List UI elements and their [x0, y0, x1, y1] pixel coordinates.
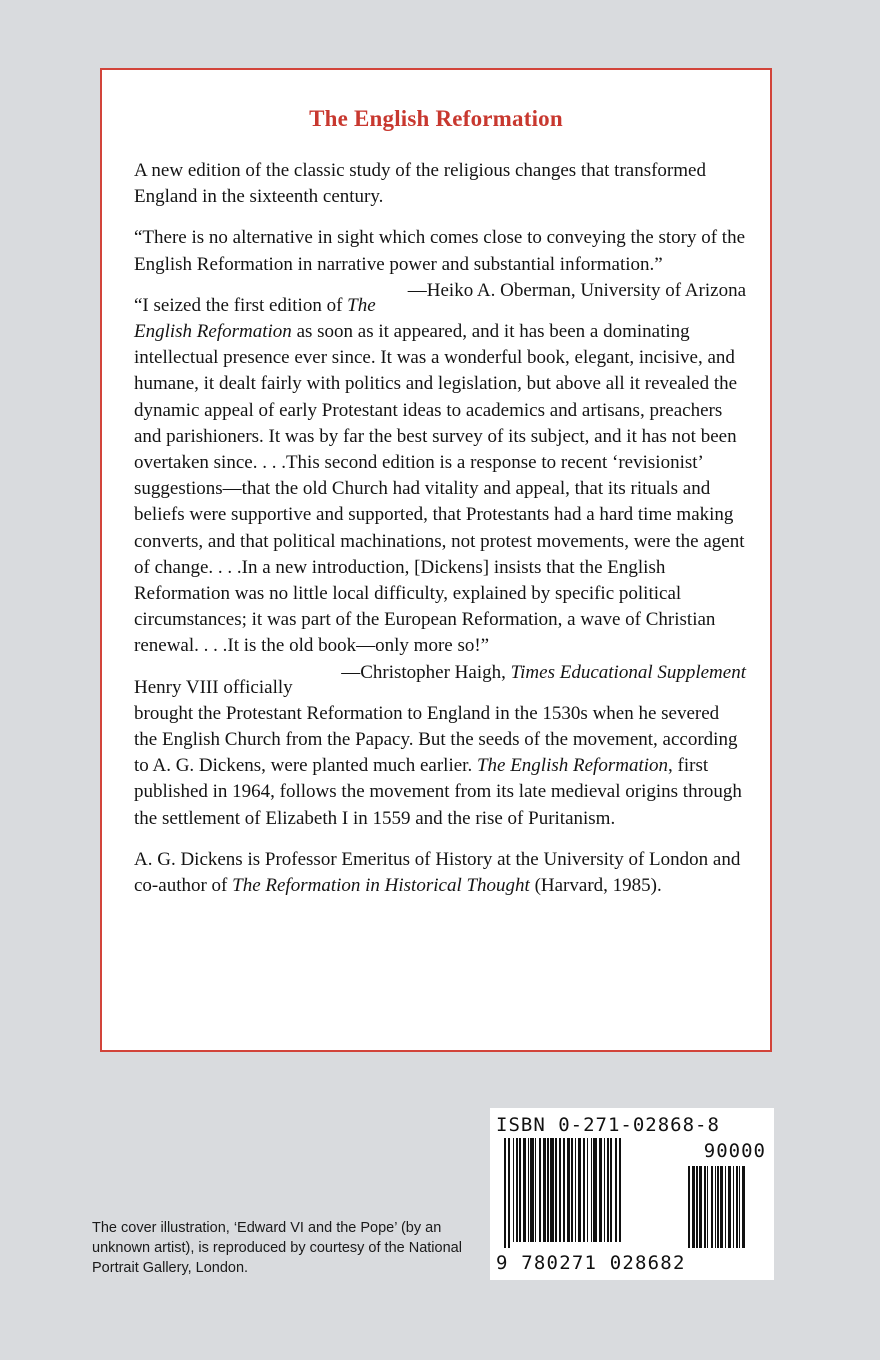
barcode-bar — [550, 1138, 554, 1242]
barcode-bar — [567, 1138, 570, 1242]
barcode-bar — [599, 1138, 602, 1242]
quote-text: “There is no alternative in sight which comes close to conveying the story of the English Reformation in narrative power and substantial information.” — [134, 227, 745, 275]
barcode-bar — [742, 1166, 745, 1248]
quote-text-b: as soon as it appeared, and it has been a dominating intellectual presence ever since. It was a wonderful book, elegant, incisive, and humane, it dealt fairly with politics and legislation, but above all it revealed the dynamic appeal of early Protestant ideas to academics and artisans, preachers and parishioners. It was by far the best survey of its subject, and it has not been overtaken since. . . .This second edition is a response to recent ‘revisionist’ suggestions—that the old Church had vitality and appeal, that its rituals and beliefs were supportive and supported, that Protestants had a hard time making converts, and that political machinations, not protest movements, were the agent of change. . . .In a new introduction, [Dickens] insists that the English Reformation was no little local difficulty, explained by specific political circumstances; it was part of the European Reformation, a wave of Christian renewal. . . .It is the old book—only more so!” — [134, 321, 745, 657]
barcode-bar — [725, 1166, 726, 1248]
quote-attribution: —Heiko A. Oberman, University of Arizona — [407, 279, 746, 301]
barcode-bar — [559, 1138, 561, 1242]
attribution-publication: Times Educational Supplement — [510, 661, 746, 683]
barcode-bar — [688, 1166, 690, 1248]
barcode-bar — [530, 1138, 534, 1242]
barcode-bar — [728, 1166, 731, 1248]
barcode-bar — [717, 1166, 719, 1248]
blurb-body — [134, 158, 746, 914]
price-code-text: 90000 — [703, 1140, 766, 1162]
barcode-bar — [543, 1138, 546, 1242]
intro-paragraph: A new edition of the classic study of the religious changes that transformed England in the sixteenth century. — [134, 160, 706, 208]
barcode-bar — [516, 1138, 518, 1242]
author-bio-paragraph — [134, 847, 746, 899]
barcode-bar — [707, 1166, 708, 1248]
barcode-bar — [610, 1138, 612, 1242]
barcode-bar — [583, 1138, 585, 1242]
book-title: The English Reformation — [309, 106, 563, 131]
bio-book-title: The Reformation in Historical Thought — [232, 875, 530, 897]
barcode-bar — [587, 1138, 588, 1242]
barcode-bar — [504, 1138, 506, 1248]
barcode-bar — [692, 1166, 695, 1248]
barcode-bars — [504, 1138, 684, 1250]
barcode-bar — [555, 1138, 557, 1242]
barcode-bar — [563, 1138, 565, 1242]
barcode-bar — [547, 1138, 549, 1242]
barcode-bar — [523, 1138, 526, 1242]
barcode-bar — [571, 1138, 573, 1242]
barcode-bar — [619, 1138, 621, 1242]
barcode-bar — [711, 1166, 713, 1248]
ean-number: 9 780271 028682 — [496, 1252, 686, 1274]
barcode-bar — [508, 1138, 510, 1248]
barcode-bar — [528, 1138, 529, 1242]
isbn-barcode — [490, 1108, 774, 1280]
barcode-bar — [535, 1138, 536, 1242]
barcode-bar — [578, 1138, 581, 1242]
barcode-bar — [513, 1138, 514, 1242]
barcode-bar — [699, 1166, 702, 1248]
barcode-bar — [604, 1138, 605, 1242]
barcode-bar — [591, 1138, 592, 1242]
back-cover-panel — [100, 68, 772, 1052]
barcode-bar — [720, 1166, 723, 1248]
quote-book-title: The English Reformation — [134, 294, 376, 343]
barcode-bar — [519, 1138, 521, 1242]
bio-text-b: (Harvard, 1985). — [529, 875, 662, 897]
barcode-bar — [539, 1138, 541, 1242]
description-book-title: The English Reformation — [476, 755, 669, 777]
price-addon-bars — [688, 1166, 764, 1250]
bio-text-a: A. G. Dickens is Professor Emeritus of History at the University of London and co-author of — [134, 848, 741, 897]
barcode-bar — [739, 1166, 740, 1248]
barcode-bar — [715, 1166, 716, 1248]
barcode-bar — [593, 1138, 597, 1242]
description-text-b: , first published in 1964, follows the movement from its late medieval origins through the settlement of Elizabeth I in 1559 and the rise of Puritanism. — [134, 755, 742, 829]
attribution-name: —Christopher Haigh, — [341, 661, 511, 683]
barcode-bar — [575, 1138, 576, 1242]
barcode-bar — [736, 1166, 738, 1248]
description-paragraph — [134, 675, 746, 832]
description-text-a: Henry VIII officially brought the Protestant Reformation to England in the 1530s when he severed the English Church from the Papacy. But the seeds of the movement, according to A. G. Dickens, were planted much earlier. — [134, 676, 738, 777]
quote-attribution — [341, 660, 746, 686]
barcode-bar — [607, 1138, 609, 1242]
barcode-bar — [696, 1166, 698, 1248]
barcode-bar — [615, 1138, 617, 1242]
review-quote-haigh — [134, 293, 746, 683]
barcode-bar — [704, 1166, 706, 1248]
quote-text-a: “I seized the first edition of — [134, 294, 348, 316]
cover-illustration-credit: The cover illustration, ‘Edward VI and the Pope’ (by an unknown artist), is reproduced by courtesy of the National Portrait Gallery, London. — [92, 1220, 462, 1276]
barcode-bar — [733, 1166, 734, 1248]
isbn-text: ISBN 0-271-02868-8 — [496, 1114, 720, 1136]
review-quote-oberman — [134, 225, 746, 301]
